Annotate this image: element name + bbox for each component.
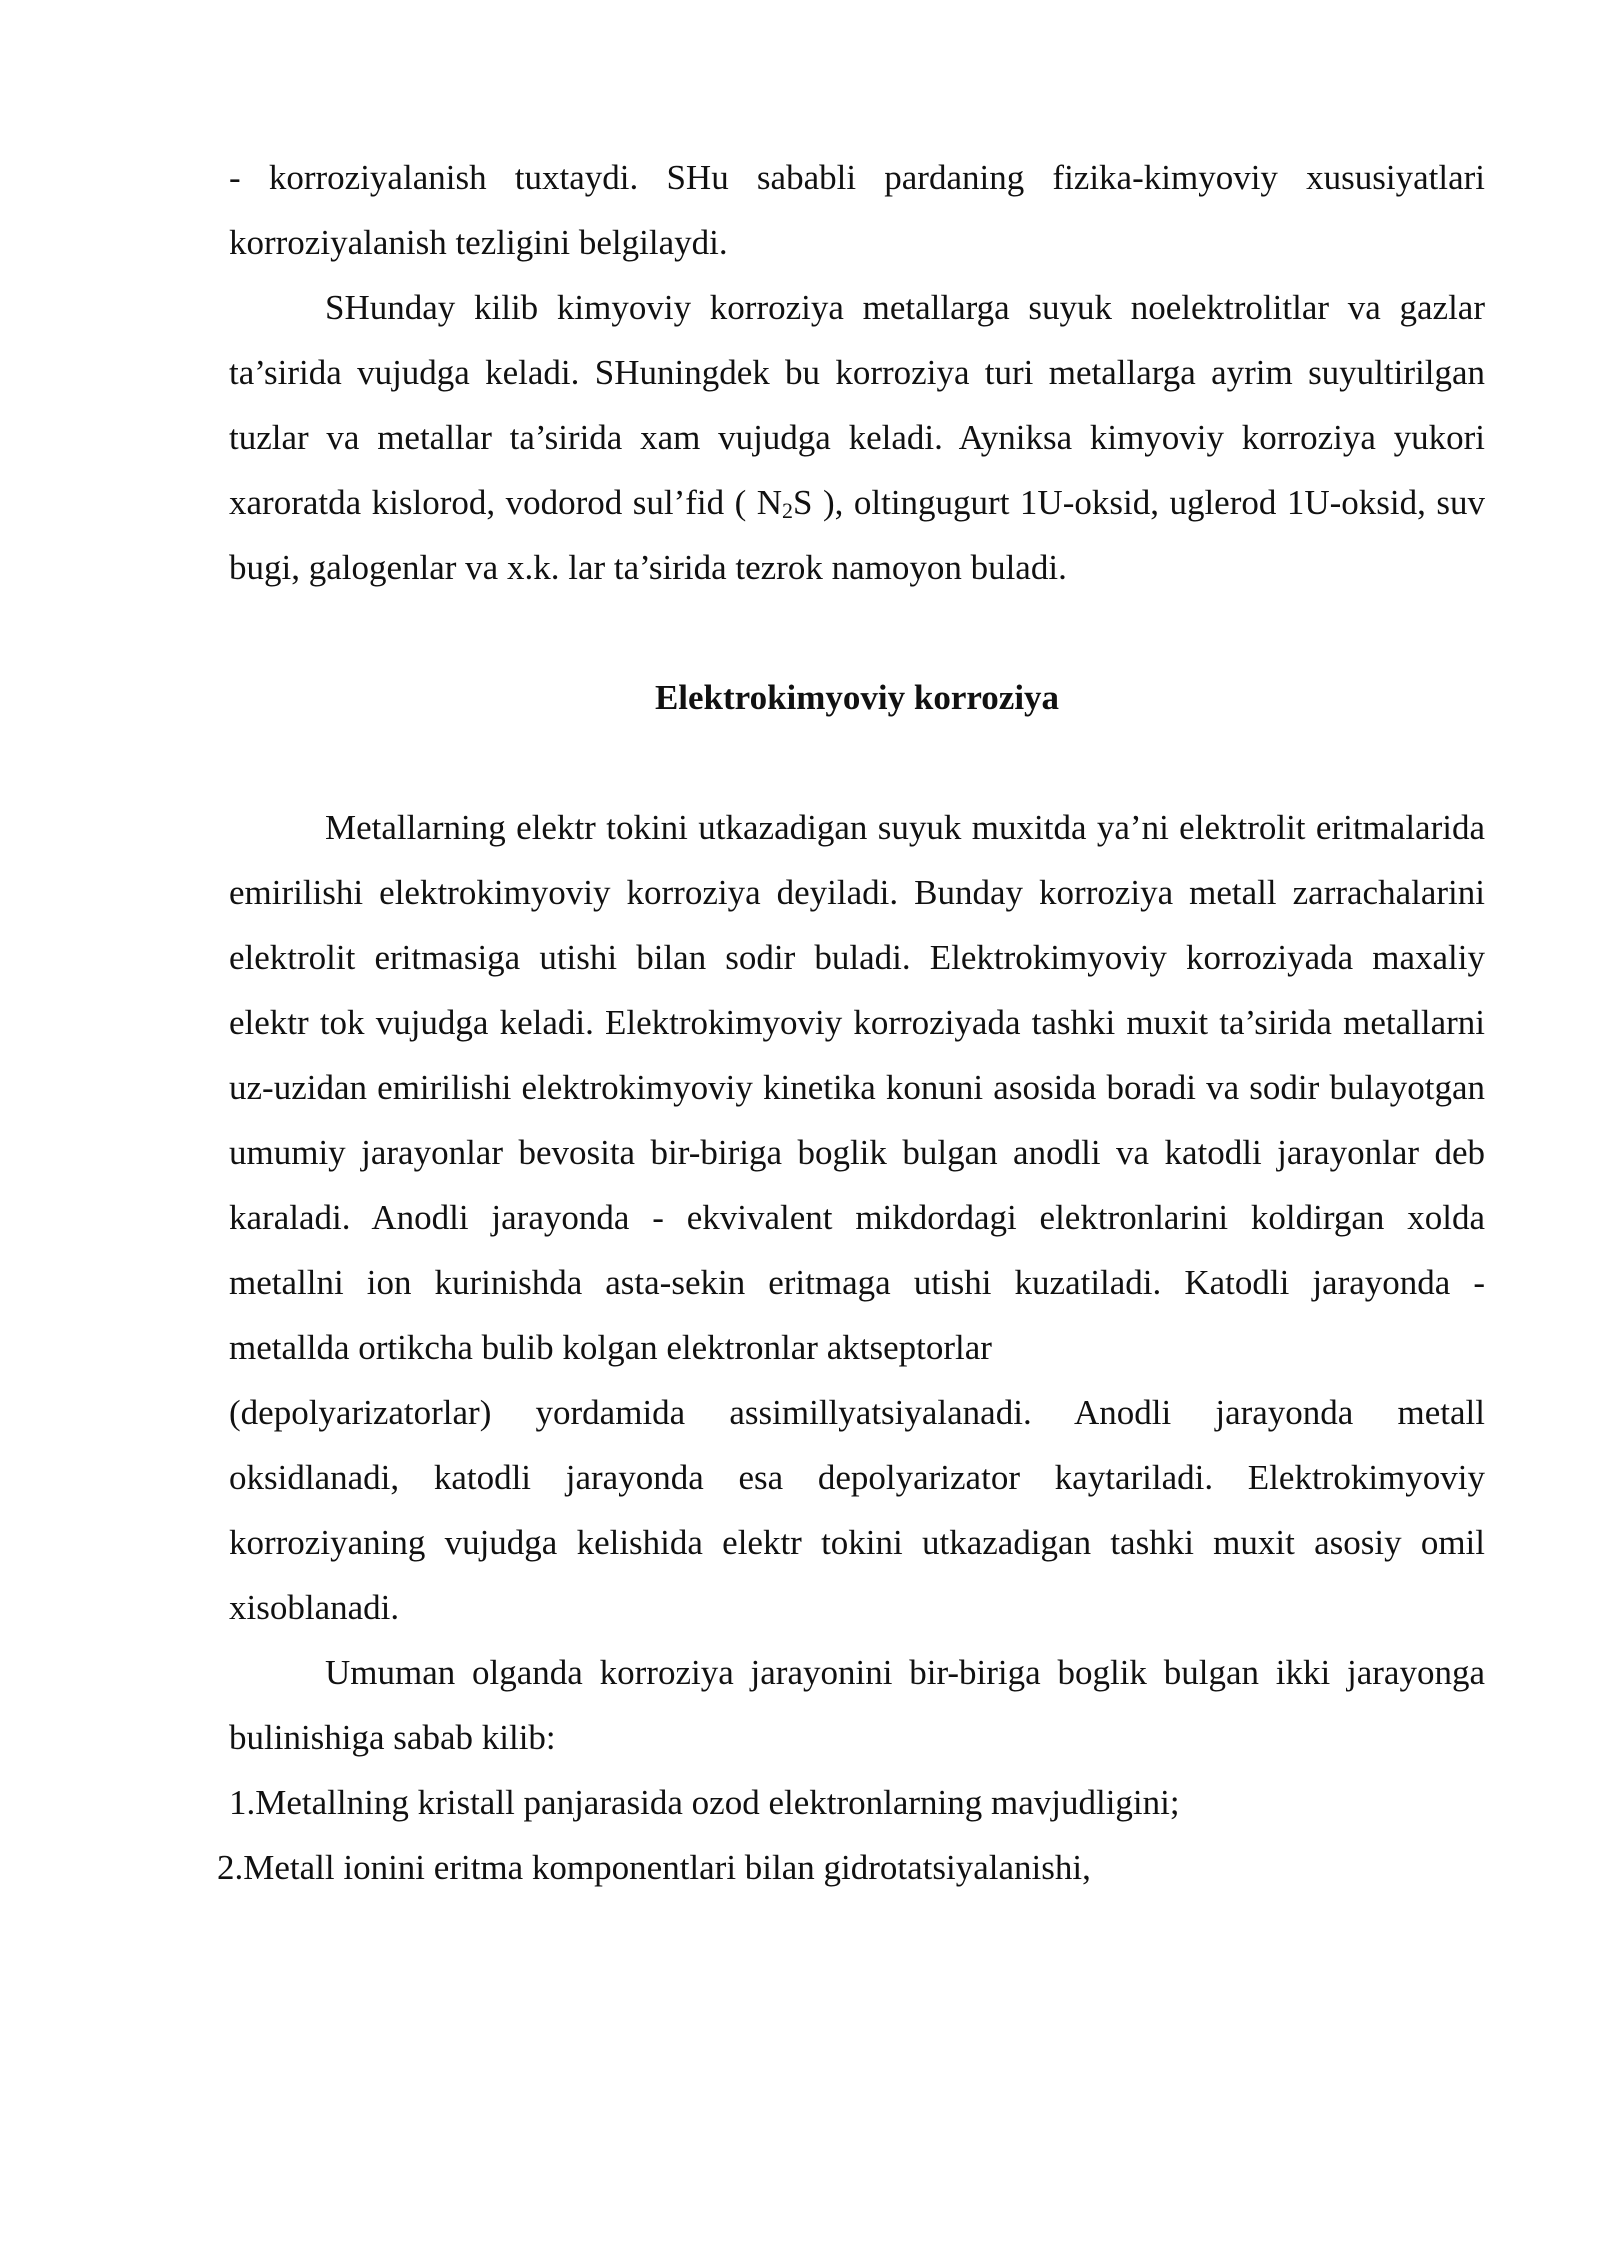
section-heading: Elektrokimyoviy korroziya [654, 678, 1060, 717]
paragraph-corrosion-stop: - korroziyalanish tuxtaydi. SHu sababli pardaning fizika-kimyoviy xususiyatlari korroziyalanish tezligini belgilaydi. [229, 158, 1485, 262]
paragraph-chemical-corrosion-tail: S ), oltingugurt 1U-oksid, uglerod 1U-oksid, suv bugi, galogenlar va x.k. lar ta’sirida tezrok namoyon buladi. [229, 483, 1485, 587]
paragraph-two-processes: Umuman olganda korroziya jarayonini bir-biriga boglik bulgan ikki jarayonga bulinishiga sabab kilib: [229, 1653, 1485, 1757]
formula-subscript: 2 [782, 498, 794, 523]
paragraph-depolarizers: (depolyarizatorlar) yordamida assimillyatsiyalanadi. Anodli jarayonda metall oksidlanadi, katodli jarayonda esa depolyarizator kaytariladi. Elektrokimyoviy korroziyaning vujudga kelishida elektr tokini utkazadigan tashki muxit asosiy omil xisoblanadi. [229, 1393, 1485, 1627]
blank-line [229, 600, 1485, 665]
paragraph-chemical-corrosion-text: SHunday kilib kimyoviy korroziya metallarga suyuk noelektrolitlar va gazlar ta’sirida vujudga keladi. SHuningdek bu korroziya turi metallarga ayrim suyultirilgan tuzlar va metallar ta’sirida xam vujudga keladi. Ayniksa kimyoviy korroziya yukori xaroratda kislorod, vodorod sul’fid ( N [229, 288, 1485, 522]
list-item: 1.Metallning kristall panjarasida ozod elektronlarning mavjudligini; [229, 1783, 1180, 1822]
document-body [217, 145, 1485, 1900]
blank-line [229, 730, 1485, 795]
list-item: 2.Metall ionini eritma komponentlari bilan gidrotatsiyalanishi, [217, 1848, 1091, 1887]
paragraph-electrochemical-definition: Metallarning elektr tokini utkazadigan suyuk muxitda ya’ni elektrolit eritmalarida emirilishi elektrokimyoviy korroziya deyiladi. Bunday korroziya metall zarrachalarini elektrolit eritmasiga utishi bilan sodir buladi. Elektrokimyoviy korroziyada maxaliy elektr tok vujudga keladi. Elektrokimyoviy korroziyada tashki muxit ta’sirida metallarni uz-uzidan emirilishi elektrokimyoviy kinetika konuni asosida boradi va sodir bulayotgan umumiy jarayonlar bevosita bir-biriga boglik bulgan anodli va katodli jarayonlar deb karaladi. Anodli jarayonda - ekvivalent mikdordagi elektronlarini koldirgan xolda metallni ion kurinishda asta-sekin eritmaga utishi kuzatiladi. Katodli jarayonda - metallda ortikcha bulib kolgan elektronlar aktseptorlar [229, 808, 1485, 1367]
paragraph-chemical-corrosion [229, 275, 1485, 600]
